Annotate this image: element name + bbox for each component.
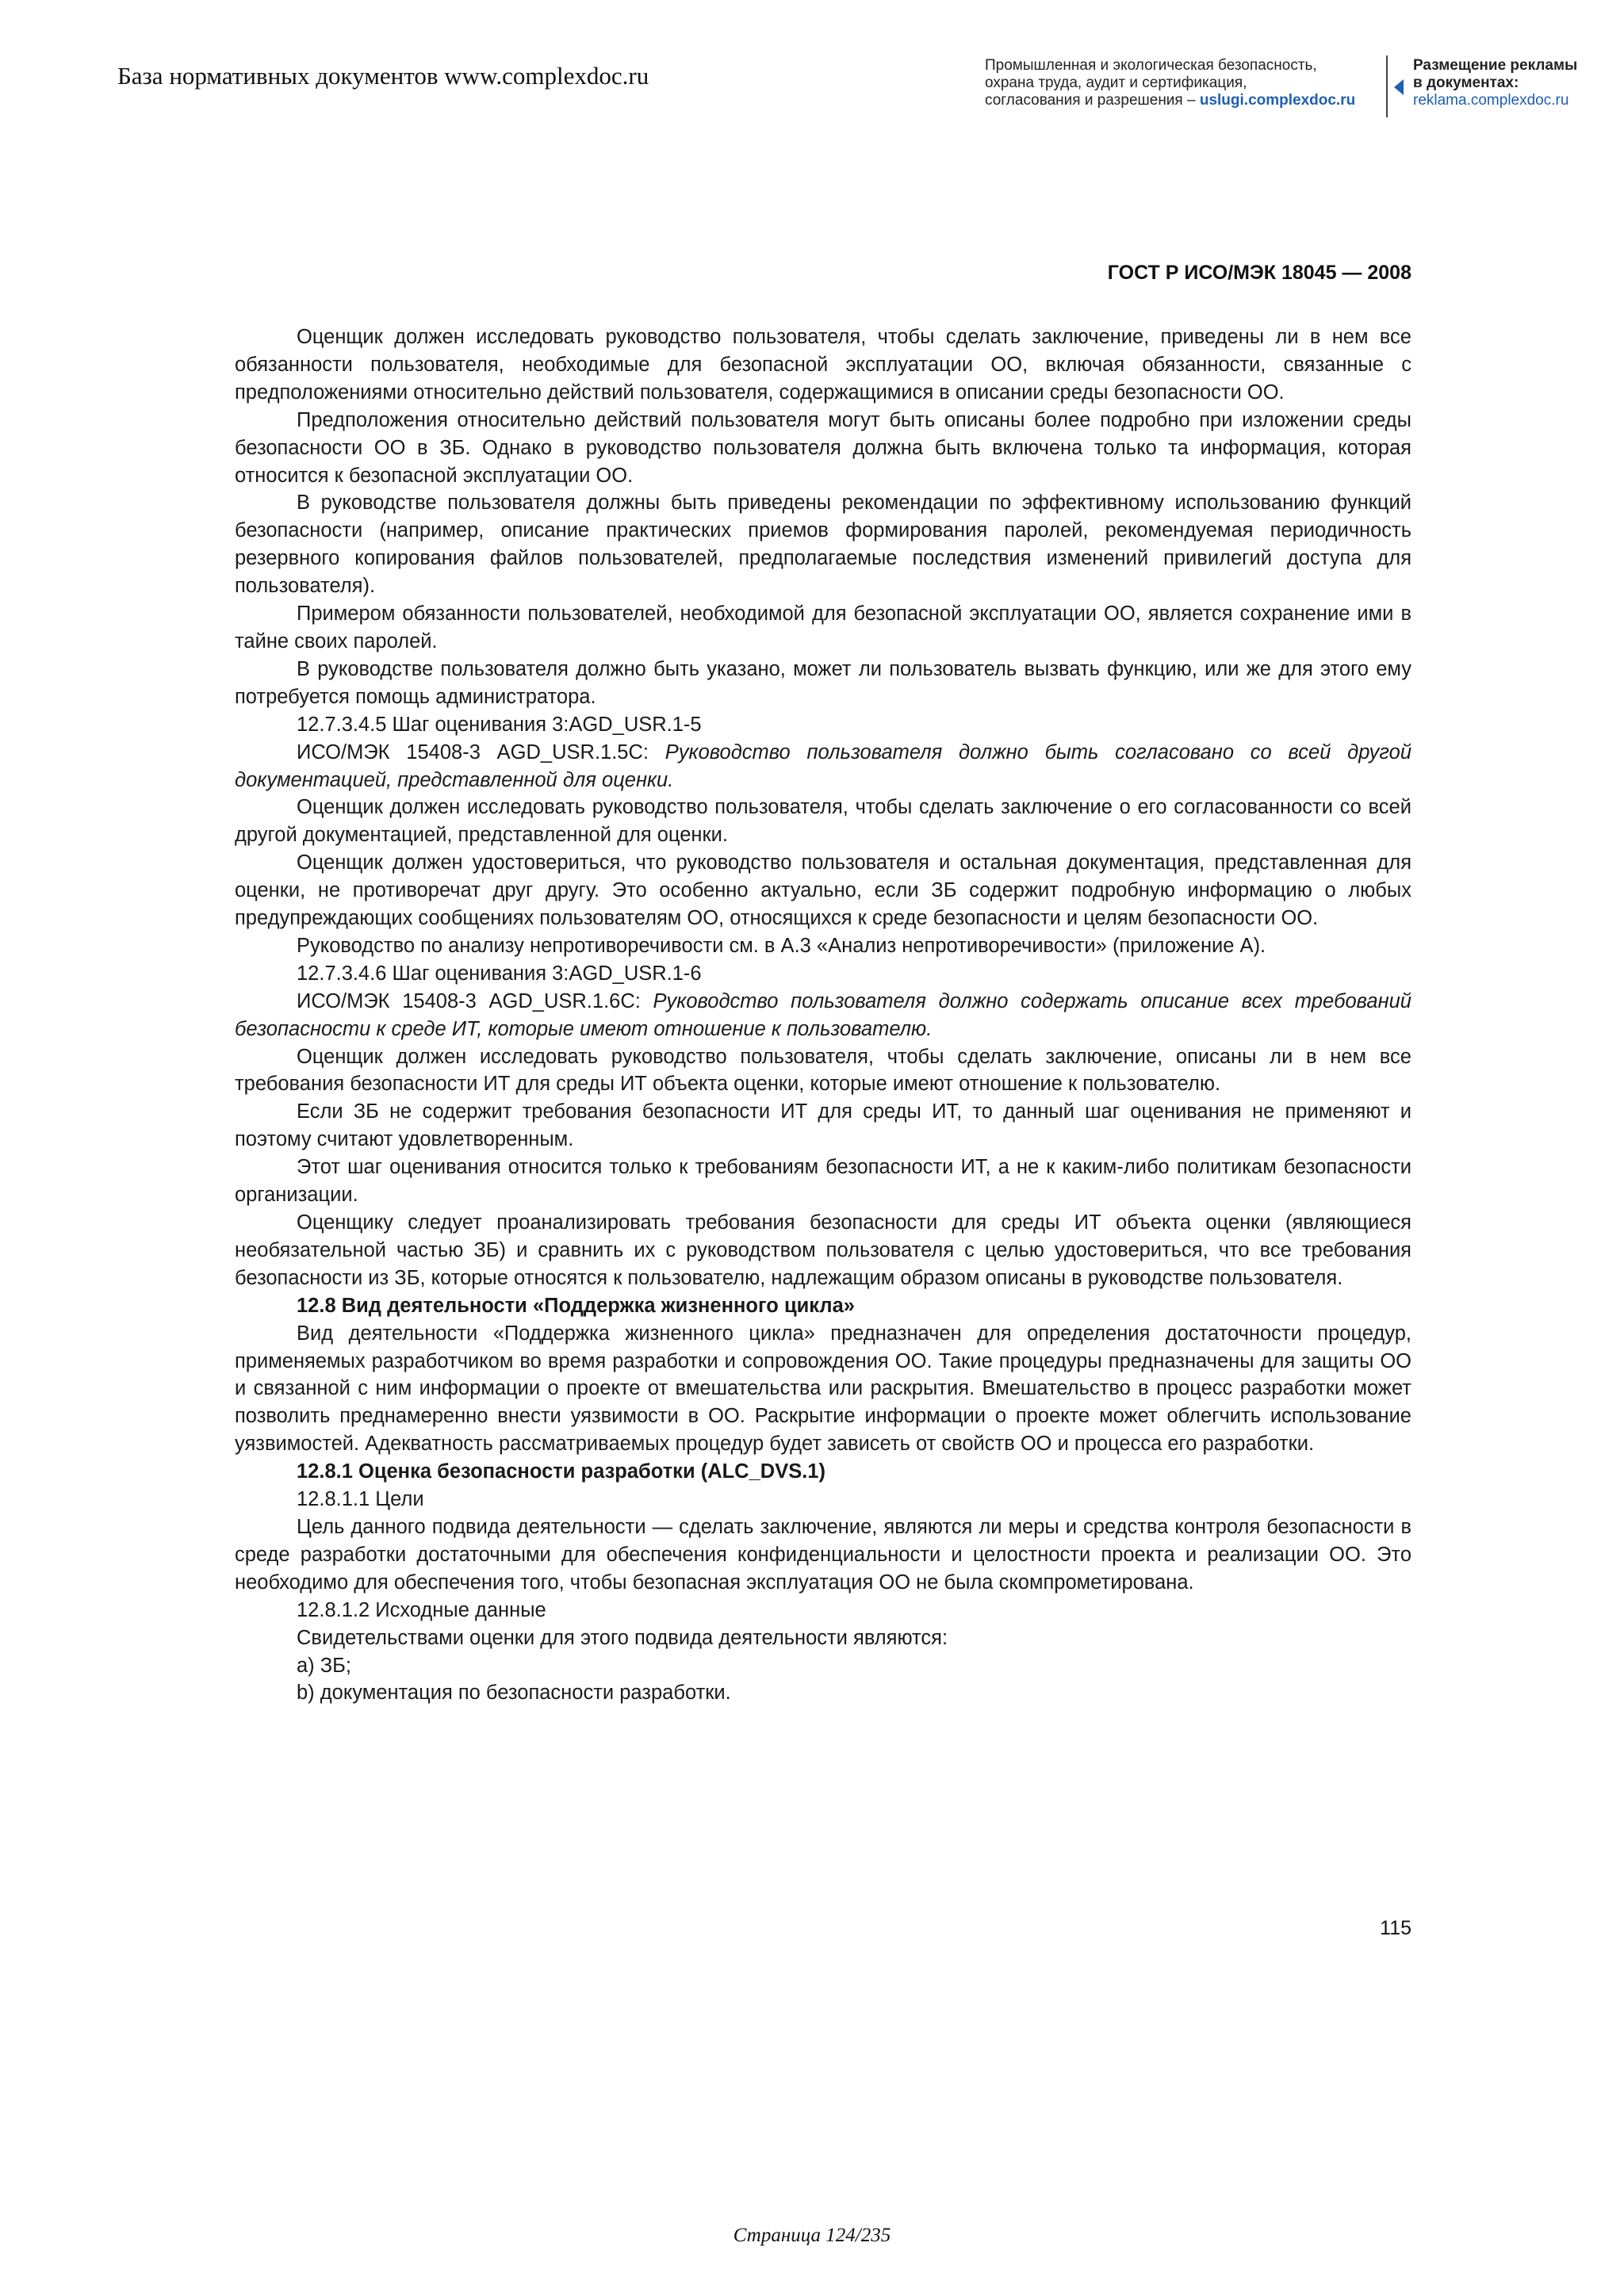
services-ad-text: согласования и разрешения –	[985, 92, 1200, 109]
site-title: База нормативных документов www.complexdoc.ru	[117, 62, 649, 90]
paragraph: В руководстве пользователя должны быть приведены рекомендации по эффективному использованию функций безопасности (например, описание практических приемов формирования паролей, рекомендуемая периодичность резервного копирования файлов пользователей, предполагаемые последствия изменений привилегий доступа для пользователя).	[235, 492, 1411, 598]
paragraph: В руководстве пользователя должно быть указано, может ли пользователь вызвать функцию, или же для этого ему потребуется помощь администратора.	[235, 657, 1411, 708]
advertising-ad-line: Размещение рекламы	[1413, 57, 1578, 74]
requirement-text: Руководство пользователя должно содержать описание всех требований безопасности к среде ИТ, которые имеют отношение к пользователю.	[235, 989, 1411, 1040]
list-item: a) ЗБ;	[297, 1654, 351, 1677]
requirement-paragraph	[235, 988, 1411, 1043]
paragraph: Вид деятельности «Поддержка жизненного цикла» предназначен для определения достаточности процедур, применяемых разработчиком во время разработки и сопровождения ОО. Такие процедуры предназначены для защиты ОО и связанной с ним информации о проекте от вмешательства или раскрытия. Вмешательство в процесс разработки может позволить преднамеренно внести уязвимости в ОО. Раскрытие информации о проекте может облегчить использование уязвимостей. Адекватность рассматриваемых процедур будет зависеть от свойств ОО и процесса его разработки.	[235, 1322, 1411, 1456]
advertising-ad-line: в документах:	[1413, 75, 1519, 91]
services-ad-line	[985, 92, 1381, 109]
arrow-left-icon	[1394, 79, 1404, 95]
paragraph: Оценщик должен исследовать руководство пользователя, чтобы сделать заключение о его согласованности со всей другой документацией, представленной для оценки.	[235, 796, 1411, 847]
paragraph: Предположения относительно действий пользователя могут быть описаны более подробно при изложении среды безопасности ОО в ЗБ. Однако в руководство пользователя должна быть включена только та информация, которая относится к безопасной эксплуатации ОО.	[235, 408, 1411, 487]
document-body	[235, 323, 1411, 1707]
paragraph: Этот шаг оценивания относится только к требованиям безопасности ИТ, а не к каким-либо политикам безопасности организации.	[235, 1156, 1411, 1207]
paragraph: Оценщик должен исследовать руководство пользователя, чтобы сделать заключение, описаны ли в нем все требования безопасности ИТ для среды ИТ объекта оценки, которые имеют отношение к пользователю.	[235, 1045, 1411, 1096]
paragraph: Руководство по анализу непротиворечивости см. в А.3 «Анализ непротиворечивости» (приложение А).	[297, 934, 1266, 957]
paragraph: Свидетельствами оценки для этого подвида деятельности являются:	[297, 1626, 948, 1649]
requirement-text: Руководство пользователя должно быть согласовано со всей другой документацией, представленной для оценки.	[235, 740, 1411, 791]
services-ad-line: Промышленная и экологическая безопасность,	[985, 57, 1317, 74]
clause-heading: 12.8.1.2 Исходные данные	[297, 1598, 546, 1621]
requirement-paragraph	[235, 739, 1411, 794]
paragraph: Цель данного подвида деятельности — сделать заключение, являются ли меры и средства контроля безопасности в среде разработки достаточными для обеспечения конфиденциальности и целостности проекта и реализации ОО. Это необходимо для обеспечения того, чтобы безопасная эксплуатация ОО не была скомпрометирована.	[235, 1515, 1411, 1594]
subsection-heading: 12.8.1 Оценка безопасности разработки (ALC_DVS.1)	[297, 1460, 825, 1483]
section-heading: 12.8 Вид деятельности «Поддержка жизненного цикла»	[297, 1294, 855, 1317]
advertising-link[interactable]: reklama.complexdoc.ru	[1413, 92, 1569, 109]
paragraph: Оценщик должен удостовериться, что руководство пользователя и остальная документация, представленная для оценки, не противоречат друг другу. Это особенно актуально, если ЗБ содержит подробную информацию о любых предупреждающих сообщениях пользователям ОО, относящихся к среде безопасности и целям безопасности ОО.	[235, 851, 1411, 930]
step-heading: 12.7.3.4.6 Шаг оценивания 3:AGD_USR.1-6	[297, 962, 702, 985]
list-item: b) документация по безопасности разработки.	[297, 1682, 731, 1705]
page-counter: Страница 124/235	[733, 2225, 891, 2246]
services-ad-line: охрана труда, аудит и сертификация,	[985, 75, 1247, 91]
services-link[interactable]: uslugi.complexdoc.ru	[1199, 92, 1356, 109]
clause-heading: 12.8.1.1 Цели	[297, 1488, 424, 1511]
header-divider	[1386, 55, 1388, 117]
services-ad	[985, 57, 1381, 109]
paragraph: Оценщику следует проанализировать требования безопасности для среды ИТ объекта оценки (являющиеся необязательной частью ЗБ) и сравнить их с руководством пользователя с целью удостовериться, что все требования безопасности из ЗБ, которые относятся к пользователю, надлежащим образом описаны в руководстве пользователя.	[235, 1211, 1411, 1289]
paragraph: Если ЗБ не содержит требования безопасности ИТ для среды ИТ, то данный шаг оценивания не применяют и поэтому считают удовлетворенным.	[235, 1100, 1411, 1151]
requirement-id: ИСО/МЭК 15408-3 AGD_USR.1.6C:	[297, 989, 653, 1012]
document-code: ГОСТ Р ИСО/МЭК 18045 — 2008	[1107, 262, 1411, 284]
advertising-ad	[1413, 57, 1603, 109]
step-heading: 12.7.3.4.5 Шаг оценивания 3:AGD_USR.1-5	[297, 713, 702, 736]
page-number: 115	[1380, 1917, 1411, 1939]
paragraph: Оценщик должен исследовать руководство пользователя, чтобы сделать заключение, приведены ли в нем все обязанности пользователя, необходимые для безопасной эксплуатации ОО, включая обязанности, связанные с предположениями относительно действий пользователя, содержащимися в описании среды безопасности ОО.	[235, 326, 1411, 404]
requirement-id: ИСО/МЭК 15408-3 AGD_USR.1.5C:	[297, 740, 665, 763]
paragraph: Примером обязанности пользователей, необходимой для безопасной эксплуатации ОО, является сохранение ими в тайне своих паролей.	[235, 603, 1411, 652]
